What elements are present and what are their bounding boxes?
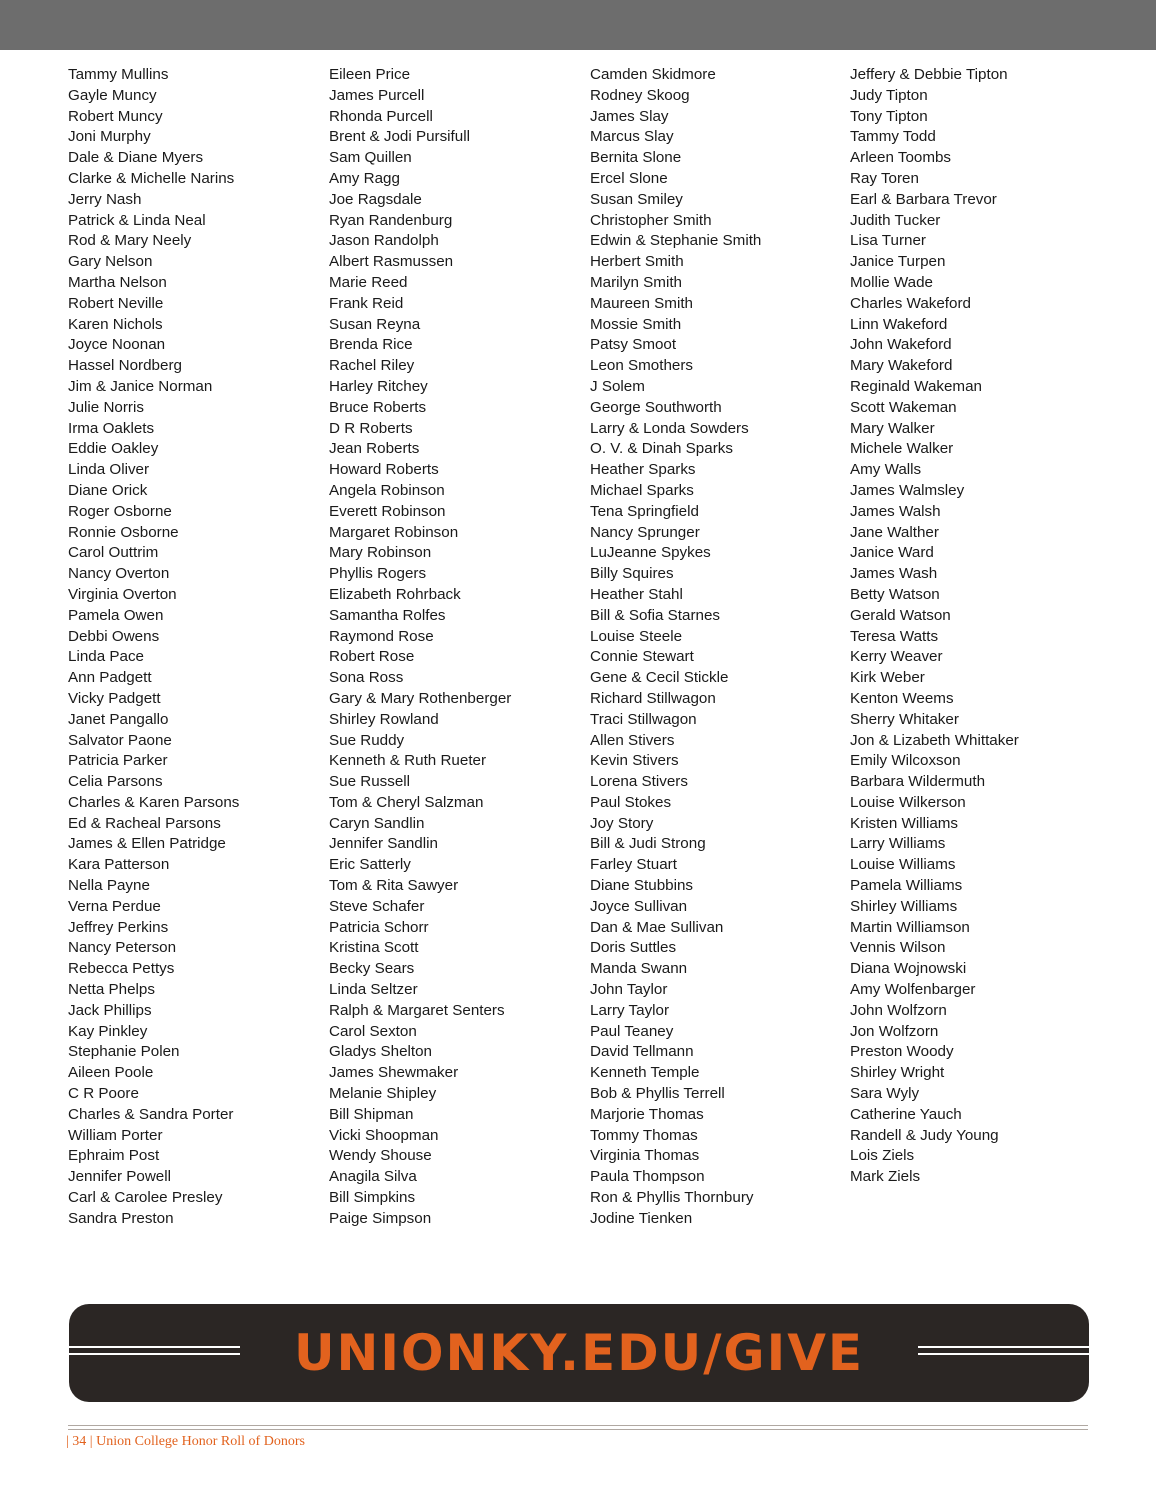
donor-name: Richard Stillwagon — [590, 689, 716, 707]
donor-name: Jerry Nash — [68, 190, 142, 208]
donor-name: Kenneth & Ruth Rueter — [329, 752, 487, 770]
banner-rule-right — [918, 1346, 1089, 1355]
donor-name: Larry & Londa Sowders — [590, 419, 749, 437]
donor-name: Virginia Thomas — [590, 1147, 700, 1165]
donor-name: Lorena Stivers — [590, 773, 688, 791]
donor-name: Martin Williamson — [850, 918, 970, 936]
donor-name: Hassel Nordberg — [68, 357, 182, 375]
donor-name: Linda Oliver — [68, 461, 150, 479]
donor-name: Janet Pangallo — [68, 710, 169, 728]
donor-name: Arleen Toombs — [850, 149, 952, 167]
donor-name: Jeffrey Perkins — [68, 918, 169, 936]
donor-name: Charles Wakeford — [850, 294, 971, 312]
donor-name: Ralph & Margaret Senters — [329, 1001, 505, 1019]
donor-name: Lois Ziels — [850, 1147, 915, 1165]
donor-name: Marilyn Smith — [590, 273, 682, 291]
donor-name: Tammy Mullins — [68, 66, 169, 83]
donor-name: Nancy Peterson — [68, 939, 177, 957]
donor-name: Janice Ward — [850, 544, 934, 562]
donor-name: Nancy Sprunger — [590, 523, 700, 541]
donor-name: Rachel Riley — [329, 357, 415, 375]
donor-name: Verna Perdue — [68, 897, 161, 915]
donor-name: Linn Wakeford — [850, 315, 948, 333]
donor-name: Susan Smiley — [590, 190, 683, 208]
donor-name: Amy Walls — [850, 461, 922, 479]
donor-name: Tom & Cheryl Salzman — [329, 793, 484, 811]
donor-name: Phyllis Rogers — [329, 565, 427, 583]
donor-name: Charles & Sandra Porter — [68, 1105, 234, 1123]
donor-name: Shirley Williams — [850, 897, 958, 915]
donor-name: Jim & Janice Norman — [68, 377, 213, 395]
donor-name: Irma Oaklets — [68, 419, 155, 437]
donor-name: Jodine Tienken — [590, 1209, 693, 1227]
donor-name: Celia Parsons — [68, 773, 163, 791]
donor-name: Mary Walker — [850, 419, 935, 437]
donor-name: Randell & Judy Young — [850, 1126, 999, 1144]
donor-name: Mollie Wade — [850, 273, 933, 291]
donor-name: Jennifer Sandlin — [329, 835, 438, 853]
donor-name: James Slay — [590, 107, 669, 125]
donor-name: Mary Robinson — [329, 544, 432, 562]
donor-name: Allen Stivers — [590, 731, 675, 749]
donor-name: Angela Robinson — [329, 481, 445, 499]
donor-name: Shirley Wright — [850, 1064, 945, 1082]
donor-name: Caryn Sandlin — [329, 814, 425, 832]
donor-name: Steve Schafer — [329, 897, 425, 915]
donor-name: Sara Wyly — [850, 1085, 920, 1103]
donor-name: Sona Ross — [329, 669, 404, 687]
donor-name: Sue Russell — [329, 773, 411, 791]
donor-name: Paul Stokes — [590, 793, 672, 811]
donor-name: Bill & Judi Strong — [590, 835, 706, 853]
donor-name: Salvator Paone — [68, 731, 172, 749]
donor-name: Albert Rasmussen — [329, 253, 454, 271]
donor-name: Rebecca Pettys — [68, 960, 175, 978]
donor-name: Preston Woody — [850, 1043, 954, 1061]
donor-column-3 — [590, 65, 845, 1230]
donor-name: Harley Ritchey — [329, 377, 428, 395]
donor-name: Mark Ziels — [850, 1168, 921, 1186]
donor-name: Linda Pace — [68, 648, 144, 666]
donor-name: Tony Tipton — [850, 107, 928, 125]
donor-name: Raymond Rose — [329, 627, 434, 645]
donor-name: James Walmsley — [850, 481, 965, 499]
donor-name: Bruce Roberts — [329, 398, 427, 416]
donor-name: Kay Pinkley — [68, 1022, 148, 1040]
donor-name: Bill Simpkins — [329, 1189, 416, 1207]
donor-name: Ronnie Osborne — [68, 523, 179, 541]
donor-name: Everett Robinson — [329, 502, 446, 520]
donor-name: Karen Nichols — [68, 315, 163, 333]
donor-name: Heather Sparks — [590, 461, 696, 479]
donor-name: D R Roberts — [329, 419, 413, 437]
donor-name: Pamela Owen — [68, 606, 164, 624]
donor-name: John Wakeford — [850, 336, 952, 354]
donor-name: Brent & Jodi Pursifull — [329, 128, 470, 146]
donor-name: Connie Stewart — [590, 648, 694, 666]
donor-name: Michele Walker — [850, 440, 954, 458]
donor-name: Mary Wakeford — [850, 357, 953, 375]
donor-name: John Wolfzorn — [850, 1001, 947, 1019]
donor-name: Samantha Rolfes — [329, 606, 446, 624]
donor-name: Dan & Mae Sullivan — [590, 918, 724, 936]
donor-column-4 — [850, 65, 1105, 1188]
donor-name: Virginia Overton — [68, 585, 177, 603]
footer-divider-secondary — [68, 1429, 1088, 1430]
donor-column-1 — [68, 65, 323, 1230]
donor-name: Jennifer Powell — [68, 1168, 171, 1186]
donor-name: Larry Taylor — [590, 1001, 670, 1019]
donor-name: Lisa Turner — [850, 232, 926, 250]
donor-name: Debbi Owens — [68, 627, 160, 645]
donor-name: Joyce Sullivan — [590, 897, 688, 915]
donor-name: Billy Squires — [590, 565, 674, 583]
donor-name: Gary Nelson — [68, 253, 153, 271]
give-url[interactable]: UNIONKY.EDU/GIVE — [293, 1324, 865, 1382]
donor-name: LuJeanne Spykes — [590, 544, 711, 562]
donor-name: Carol Sexton — [329, 1022, 417, 1040]
donor-name: Jane Walther — [850, 523, 939, 541]
donor-name: Paige Simpson — [329, 1209, 432, 1227]
donor-name: James Purcell — [329, 86, 425, 104]
donor-name: Jason Randolph — [329, 232, 439, 250]
donor-name: Tammy Todd — [850, 128, 936, 146]
donor-column-2 — [329, 65, 584, 1230]
donor-name: Tom & Rita Sawyer — [329, 877, 459, 895]
donor-name: James & Ellen Patridge — [68, 835, 226, 853]
donor-name: Maureen Smith — [590, 294, 693, 312]
donor-name: Diane Stubbins — [590, 877, 694, 895]
donor-name: William Porter — [68, 1126, 163, 1144]
donor-name: Carol Outtrim — [68, 544, 159, 562]
donor-name: Jon & Lizabeth Whittaker — [850, 731, 1019, 749]
donor-name: Eric Satterly — [329, 856, 411, 874]
donor-name: Joe Ragsdale — [329, 190, 422, 208]
donor-name: Susan Reyna — [329, 315, 421, 333]
donor-name: Bill & Sofia Starnes — [590, 606, 720, 624]
donor-name: James Shewmaker — [329, 1064, 459, 1082]
donor-name: Carl & Carolee Presley — [68, 1189, 223, 1207]
donor-name: Kerry Weaver — [850, 648, 943, 666]
donor-name: Gene & Cecil Stickle — [590, 669, 729, 687]
donor-name: Robert Muncy — [68, 107, 163, 125]
donor-name: Amy Wolfenbarger — [850, 981, 976, 999]
donor-name: Robert Neville — [68, 294, 164, 312]
donor-name: Tena Springfield — [590, 502, 699, 520]
donor-name: Sherry Whitaker — [850, 710, 959, 728]
page-footer: | 34 | Union College Honor Roll of Donors — [66, 1434, 305, 1449]
donor-name: Amy Ragg — [329, 169, 400, 187]
donor-name: Teresa Watts — [850, 627, 939, 645]
banner-rule-left — [69, 1346, 240, 1355]
donor-name: Traci Stillwagon — [590, 710, 697, 728]
donor-name: Marie Reed — [329, 273, 408, 291]
donor-name: Rhonda Purcell — [329, 107, 433, 125]
donor-name: Patricia Schorr — [329, 918, 429, 936]
donor-name: Rod & Mary Neely — [68, 232, 192, 250]
donor-name: Emily Wilcoxson — [850, 752, 961, 770]
donor-name: Ed & Racheal Parsons — [68, 814, 221, 832]
donor-name: Leon Smothers — [590, 357, 693, 375]
donor-name: Julie Norris — [68, 398, 144, 416]
donor-name: Barbara Wildermuth — [850, 773, 986, 791]
donor-name: Judy Tipton — [850, 86, 928, 104]
donor-name: Jon Wolfzorn — [850, 1022, 939, 1040]
donor-name: O. V. & Dinah Sparks — [590, 440, 733, 458]
donor-name: Bernita Slone — [590, 149, 682, 167]
donor-name: Kara Patterson — [68, 856, 170, 874]
donor-name: David Tellmann — [590, 1043, 694, 1061]
donor-name: James Walsh — [850, 502, 941, 520]
donor-name: Rodney Skoog — [590, 86, 690, 104]
donor-name: John Taylor — [590, 981, 668, 999]
donor-name: Shirley Rowland — [329, 710, 439, 728]
donor-name: Ryan Randenburg — [329, 211, 453, 229]
donor-name: Diane Orick — [68, 481, 148, 499]
donor-name: Edwin & Stephanie Smith — [590, 232, 762, 250]
donor-name: Vicki Shoopman — [329, 1126, 439, 1144]
donor-name: Vennis Wilson — [850, 939, 946, 957]
donor-name: Nancy Overton — [68, 565, 170, 583]
donor-name: Clarke & Michelle Narins — [68, 169, 235, 187]
donor-list — [0, 65, 1156, 1245]
donor-name: Farley Stuart — [590, 856, 677, 874]
donor-name: Heather Stahl — [590, 585, 683, 603]
donor-name: Joyce Noonan — [68, 336, 166, 354]
donor-name: Joy Story — [590, 814, 654, 832]
donor-name: Sam Quillen — [329, 149, 412, 167]
donor-name: Frank Reid — [329, 294, 404, 312]
donor-name: Kenton Weems — [850, 689, 954, 707]
donor-name: Manda Swann — [590, 960, 688, 978]
donor-name: Paula Thompson — [590, 1168, 705, 1186]
donor-name: Ercel Slone — [590, 169, 668, 187]
donor-name: Patricia Parker — [68, 752, 168, 770]
donor-name: Camden Skidmore — [590, 66, 716, 83]
donor-name: Melanie Shipley — [329, 1085, 437, 1103]
donor-name: Paul Teaney — [590, 1022, 674, 1040]
donor-name: Louise Wilkerson — [850, 793, 966, 811]
donor-name: Margaret Robinson — [329, 523, 459, 541]
donor-name: Brenda Rice — [329, 336, 413, 354]
donor-name: Wendy Shouse — [329, 1147, 432, 1165]
donor-name: Joni Murphy — [68, 128, 151, 146]
donor-name: Judith Tucker — [850, 211, 941, 229]
donor-name: Ephraim Post — [68, 1147, 160, 1165]
donor-name: Bill Shipman — [329, 1105, 414, 1123]
donor-name: Robert Rose — [329, 648, 415, 666]
donor-name: Betty Watson — [850, 585, 940, 603]
donor-name: Gayle Muncy — [68, 86, 157, 104]
donor-name: Louise Williams — [850, 856, 956, 874]
donor-name: Jeffery & Debbie Tipton — [850, 66, 1008, 83]
donor-name: Louise Steele — [590, 627, 683, 645]
donor-name: Patsy Smoot — [590, 336, 677, 354]
donor-name: Vicky Padgett — [68, 689, 161, 707]
donor-name: Tommy Thomas — [590, 1126, 698, 1144]
donor-name: Diana Wojnowski — [850, 960, 967, 978]
donor-name: Pamela Williams — [850, 877, 963, 895]
donor-name: Mossie Smith — [590, 315, 682, 333]
donor-name: Ron & Phyllis Thornbury — [590, 1189, 754, 1207]
header-band — [0, 0, 1156, 50]
donor-name: Herbert Smith — [590, 253, 684, 271]
donor-name: Roger Osborne — [68, 502, 172, 520]
donor-name: Linda Seltzer — [329, 981, 418, 999]
donor-name: Aileen Poole — [68, 1064, 154, 1082]
give-banner — [69, 1304, 1089, 1402]
donor-name: C R Poore — [68, 1085, 139, 1103]
donor-name: Marcus Slay — [590, 128, 674, 146]
donor-name: Gerald Watson — [850, 606, 951, 624]
donor-name: Nella Payne — [68, 877, 150, 895]
donor-name: George Southworth — [590, 398, 722, 416]
donor-name: Charles & Karen Parsons — [68, 793, 240, 811]
donor-name: Howard Roberts — [329, 461, 439, 479]
donor-name: Kenneth Temple — [590, 1064, 700, 1082]
donor-name: Michael Sparks — [590, 481, 694, 499]
donor-name: Gary & Mary Rothenberger — [329, 689, 512, 707]
donor-name: Stephanie Polen — [68, 1043, 180, 1061]
donor-name: Kevin Stivers — [590, 752, 679, 770]
donor-name: James Wash — [850, 565, 938, 583]
donor-name: Kristina Scott — [329, 939, 419, 957]
donor-name: Earl & Barbara Trevor — [850, 190, 997, 208]
donor-name: Ann Padgett — [68, 669, 152, 687]
donor-name: Eddie Oakley — [68, 440, 159, 458]
donor-name: Christopher Smith — [590, 211, 712, 229]
donor-name: Becky Sears — [329, 960, 415, 978]
donor-name: Elizabeth Rohrback — [329, 585, 461, 603]
donor-name: Reginald Wakeman — [850, 377, 982, 395]
donor-name: Netta Phelps — [68, 981, 155, 999]
donor-name: Kirk Weber — [850, 669, 925, 687]
donor-name: Marjorie Thomas — [590, 1105, 704, 1123]
donor-name: Kristen Williams — [850, 814, 959, 832]
footer-divider — [68, 1425, 1088, 1426]
donor-name: Catherine Yauch — [850, 1105, 962, 1123]
donor-name: Jack Phillips — [68, 1001, 152, 1019]
donor-name: Jean Roberts — [329, 440, 420, 458]
donor-name: Sandra Preston — [68, 1209, 174, 1227]
donor-name: Janice Turpen — [850, 253, 946, 271]
donor-name: Dale & Diane Myers — [68, 149, 204, 167]
donor-name: Patrick & Linda Neal — [68, 211, 206, 229]
donor-name: Anagila Silva — [329, 1168, 417, 1186]
donor-name: Scott Wakeman — [850, 398, 957, 416]
donor-name: Ray Toren — [850, 169, 919, 187]
donor-name: Gladys Shelton — [329, 1043, 432, 1061]
donor-name: Bob & Phyllis Terrell — [590, 1085, 725, 1103]
donor-name: J Solem — [590, 377, 645, 395]
donor-name: Sue Ruddy — [329, 731, 405, 749]
donor-name: Martha Nelson — [68, 273, 167, 291]
donor-name: Eileen Price — [329, 66, 411, 83]
donor-name: Doris Suttles — [590, 939, 677, 957]
donor-name: Larry Williams — [850, 835, 946, 853]
